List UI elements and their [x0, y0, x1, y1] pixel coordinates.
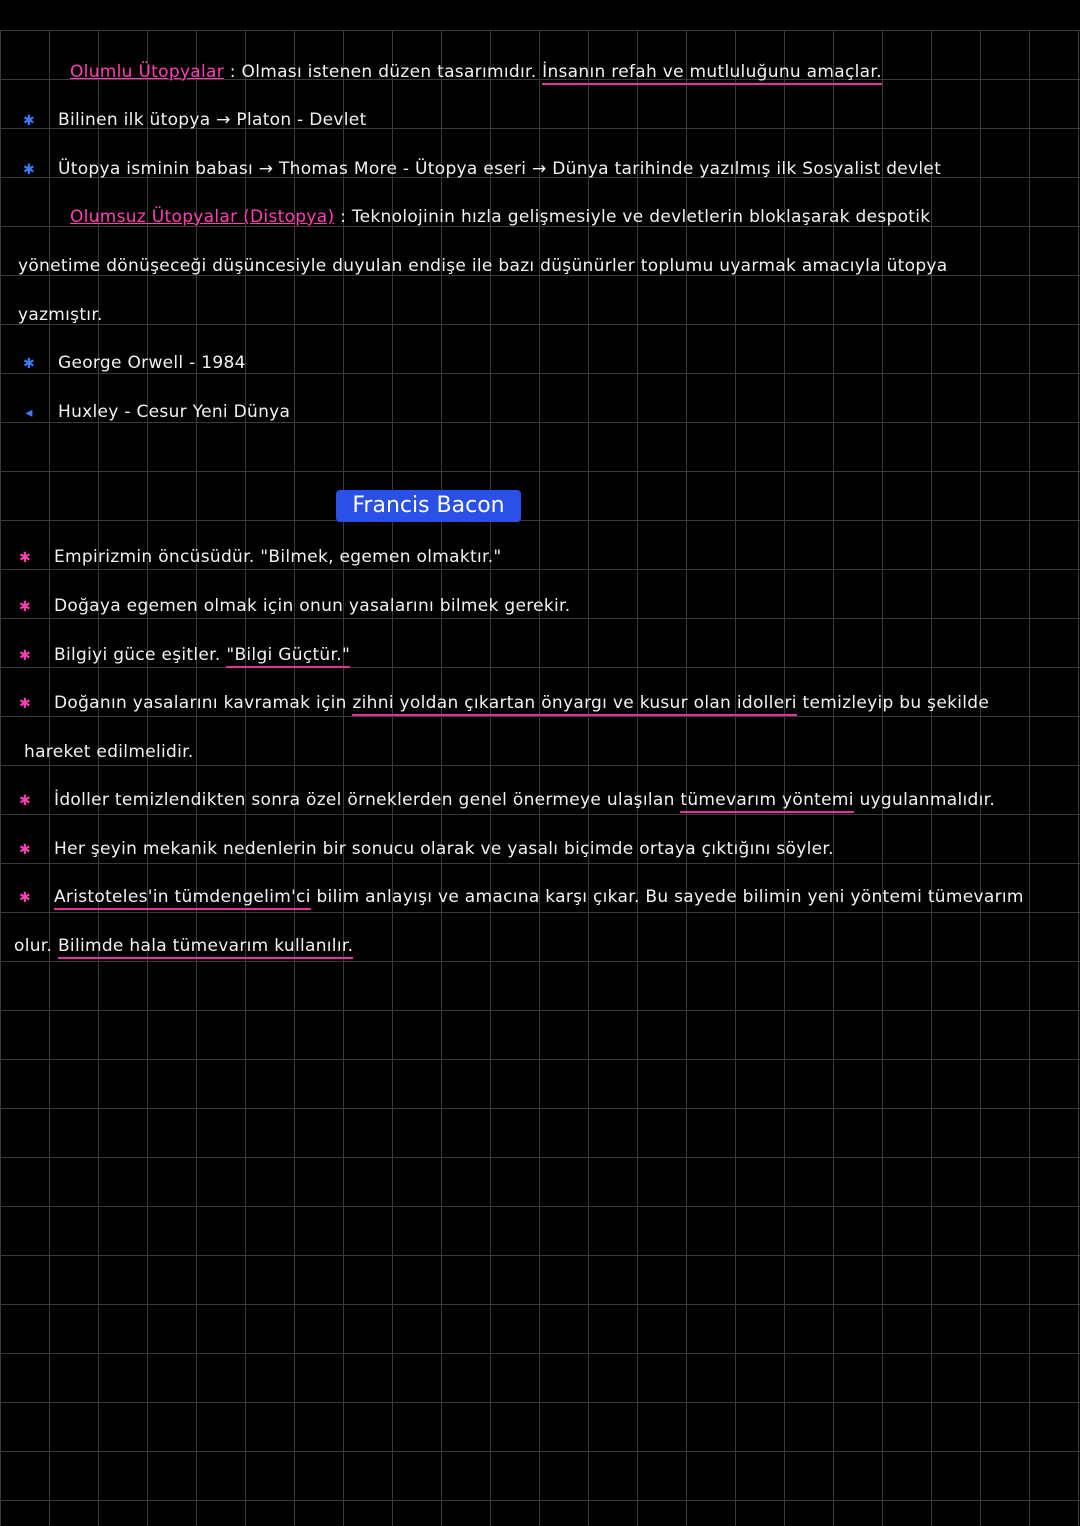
- father-text: Ütopya isminin babası → Thomas More - Ütopya eseri → Dünya tarihinde yazılmış ilk Sosyalist devlet: [58, 159, 942, 179]
- star-bullet-icon: ✱: [18, 550, 32, 566]
- section-heading-bacon: Francis Bacon: [336, 490, 521, 522]
- positive-utopia-line: [70, 62, 882, 82]
- bullet-text: Doğaya egemen olmak için onun yasalarını bilmek gerekir.: [54, 596, 571, 616]
- example-orwell: [22, 353, 246, 373]
- bullet-text: temizleyip bu şekilde: [802, 693, 990, 713]
- bullet-text: İdoller temizlendikten sonra özel örneklerden genel önermeye ulaşılan: [54, 790, 675, 810]
- example-text: Huxley - Cesur Yeni Dünya: [58, 402, 291, 422]
- negative-utopia-def-1: : Teknolojinin hızla gelişmesiyle ve devletlerin bloklaşarak despotik: [340, 207, 931, 227]
- arrow-bullet-icon: ◂: [25, 405, 33, 421]
- bacon-bullet-1: [18, 547, 502, 567]
- example-text: George Orwell - 1984: [58, 353, 246, 373]
- negative-utopia-def-3: yazmıştır.: [18, 305, 103, 325]
- bullet-underlined: Aristoteles'in tümdengelim'ci: [54, 887, 311, 910]
- positive-utopia-def: : Olması istenen düzen tasarımıdır.: [229, 62, 537, 82]
- father-line: [22, 159, 941, 179]
- bacon-bullet-2: [18, 596, 570, 616]
- bacon-bullet-3: [18, 645, 350, 665]
- bacon-bullet-7: [18, 887, 1024, 907]
- bullet-quote-underlined: "Bilgi Güçtür.": [226, 645, 350, 668]
- star-bullet-icon: ✱: [18, 793, 32, 809]
- positive-utopia-title: Olumlu Ütopyalar: [70, 62, 225, 82]
- bullet-text: Doğanın yasalarını kavramak için: [54, 693, 347, 713]
- bullet-underlined: tümevarım yöntemi: [680, 790, 853, 813]
- bacon-bullet-7-cont: [14, 936, 353, 956]
- negative-utopia-line: [70, 207, 930, 227]
- star-bullet-icon: ✱: [18, 696, 32, 712]
- top-band: [0, 0, 1080, 30]
- star-bullet-icon: ✱: [18, 599, 32, 615]
- example-huxley: [22, 402, 290, 422]
- negative-utopia-title: Olumsuz Ütopyalar (Distopya): [70, 207, 335, 227]
- bullet-text: Bilgiyi güce eşitler.: [54, 645, 221, 665]
- bullet-text: olur.: [14, 936, 53, 956]
- bacon-bullet-4: [18, 693, 989, 713]
- negative-utopia-def-2: yönetime dönüşeceği düşüncesiyle duyulan endişe ile bazı düşünürler toplumu uyarmak amacıyla ütopya: [18, 256, 948, 276]
- star-bullet-icon: ✱: [18, 842, 32, 858]
- bullet-underlined: zihni yoldan çıkartan önyargı ve kusur olan idolleri: [352, 693, 796, 716]
- first-utopia-text: Bilinen ilk ütopya → Platon - Devlet: [58, 110, 367, 130]
- bacon-bullet-5: [18, 790, 995, 810]
- positive-utopia-def-underlined: İnsanın refah ve mutluluğunu amaçlar.: [542, 62, 882, 85]
- bacon-bullet-4-cont: hareket edilmelidir.: [24, 742, 194, 762]
- bullet-text: uygulanmalıdır.: [859, 790, 996, 810]
- star-bullet-icon: ✱: [22, 162, 36, 178]
- star-bullet-icon: ✱: [22, 113, 36, 129]
- star-bullet-icon: ✱: [18, 890, 32, 906]
- bullet-underlined: Bilimde hala tümevarım kullanılır.: [58, 936, 353, 959]
- first-utopia-line: [22, 110, 367, 130]
- star-bullet-icon: ✱: [18, 648, 32, 664]
- bullet-text: bilim anlayışı ve amacına karşı çıkar. Bu sayede bilimin yeni yöntemi tümevarım: [316, 887, 1024, 907]
- star-bullet-icon: ✱: [22, 356, 36, 372]
- bullet-text: Her şeyin mekanik nedenlerin bir sonucu olarak ve yasalı biçimde ortaya çıktığını söyler.: [54, 839, 834, 859]
- bacon-bullet-6: [18, 839, 834, 859]
- bullet-text: Empirizmin öncüsüdür. "Bilmek, egemen olmaktır.": [54, 547, 502, 567]
